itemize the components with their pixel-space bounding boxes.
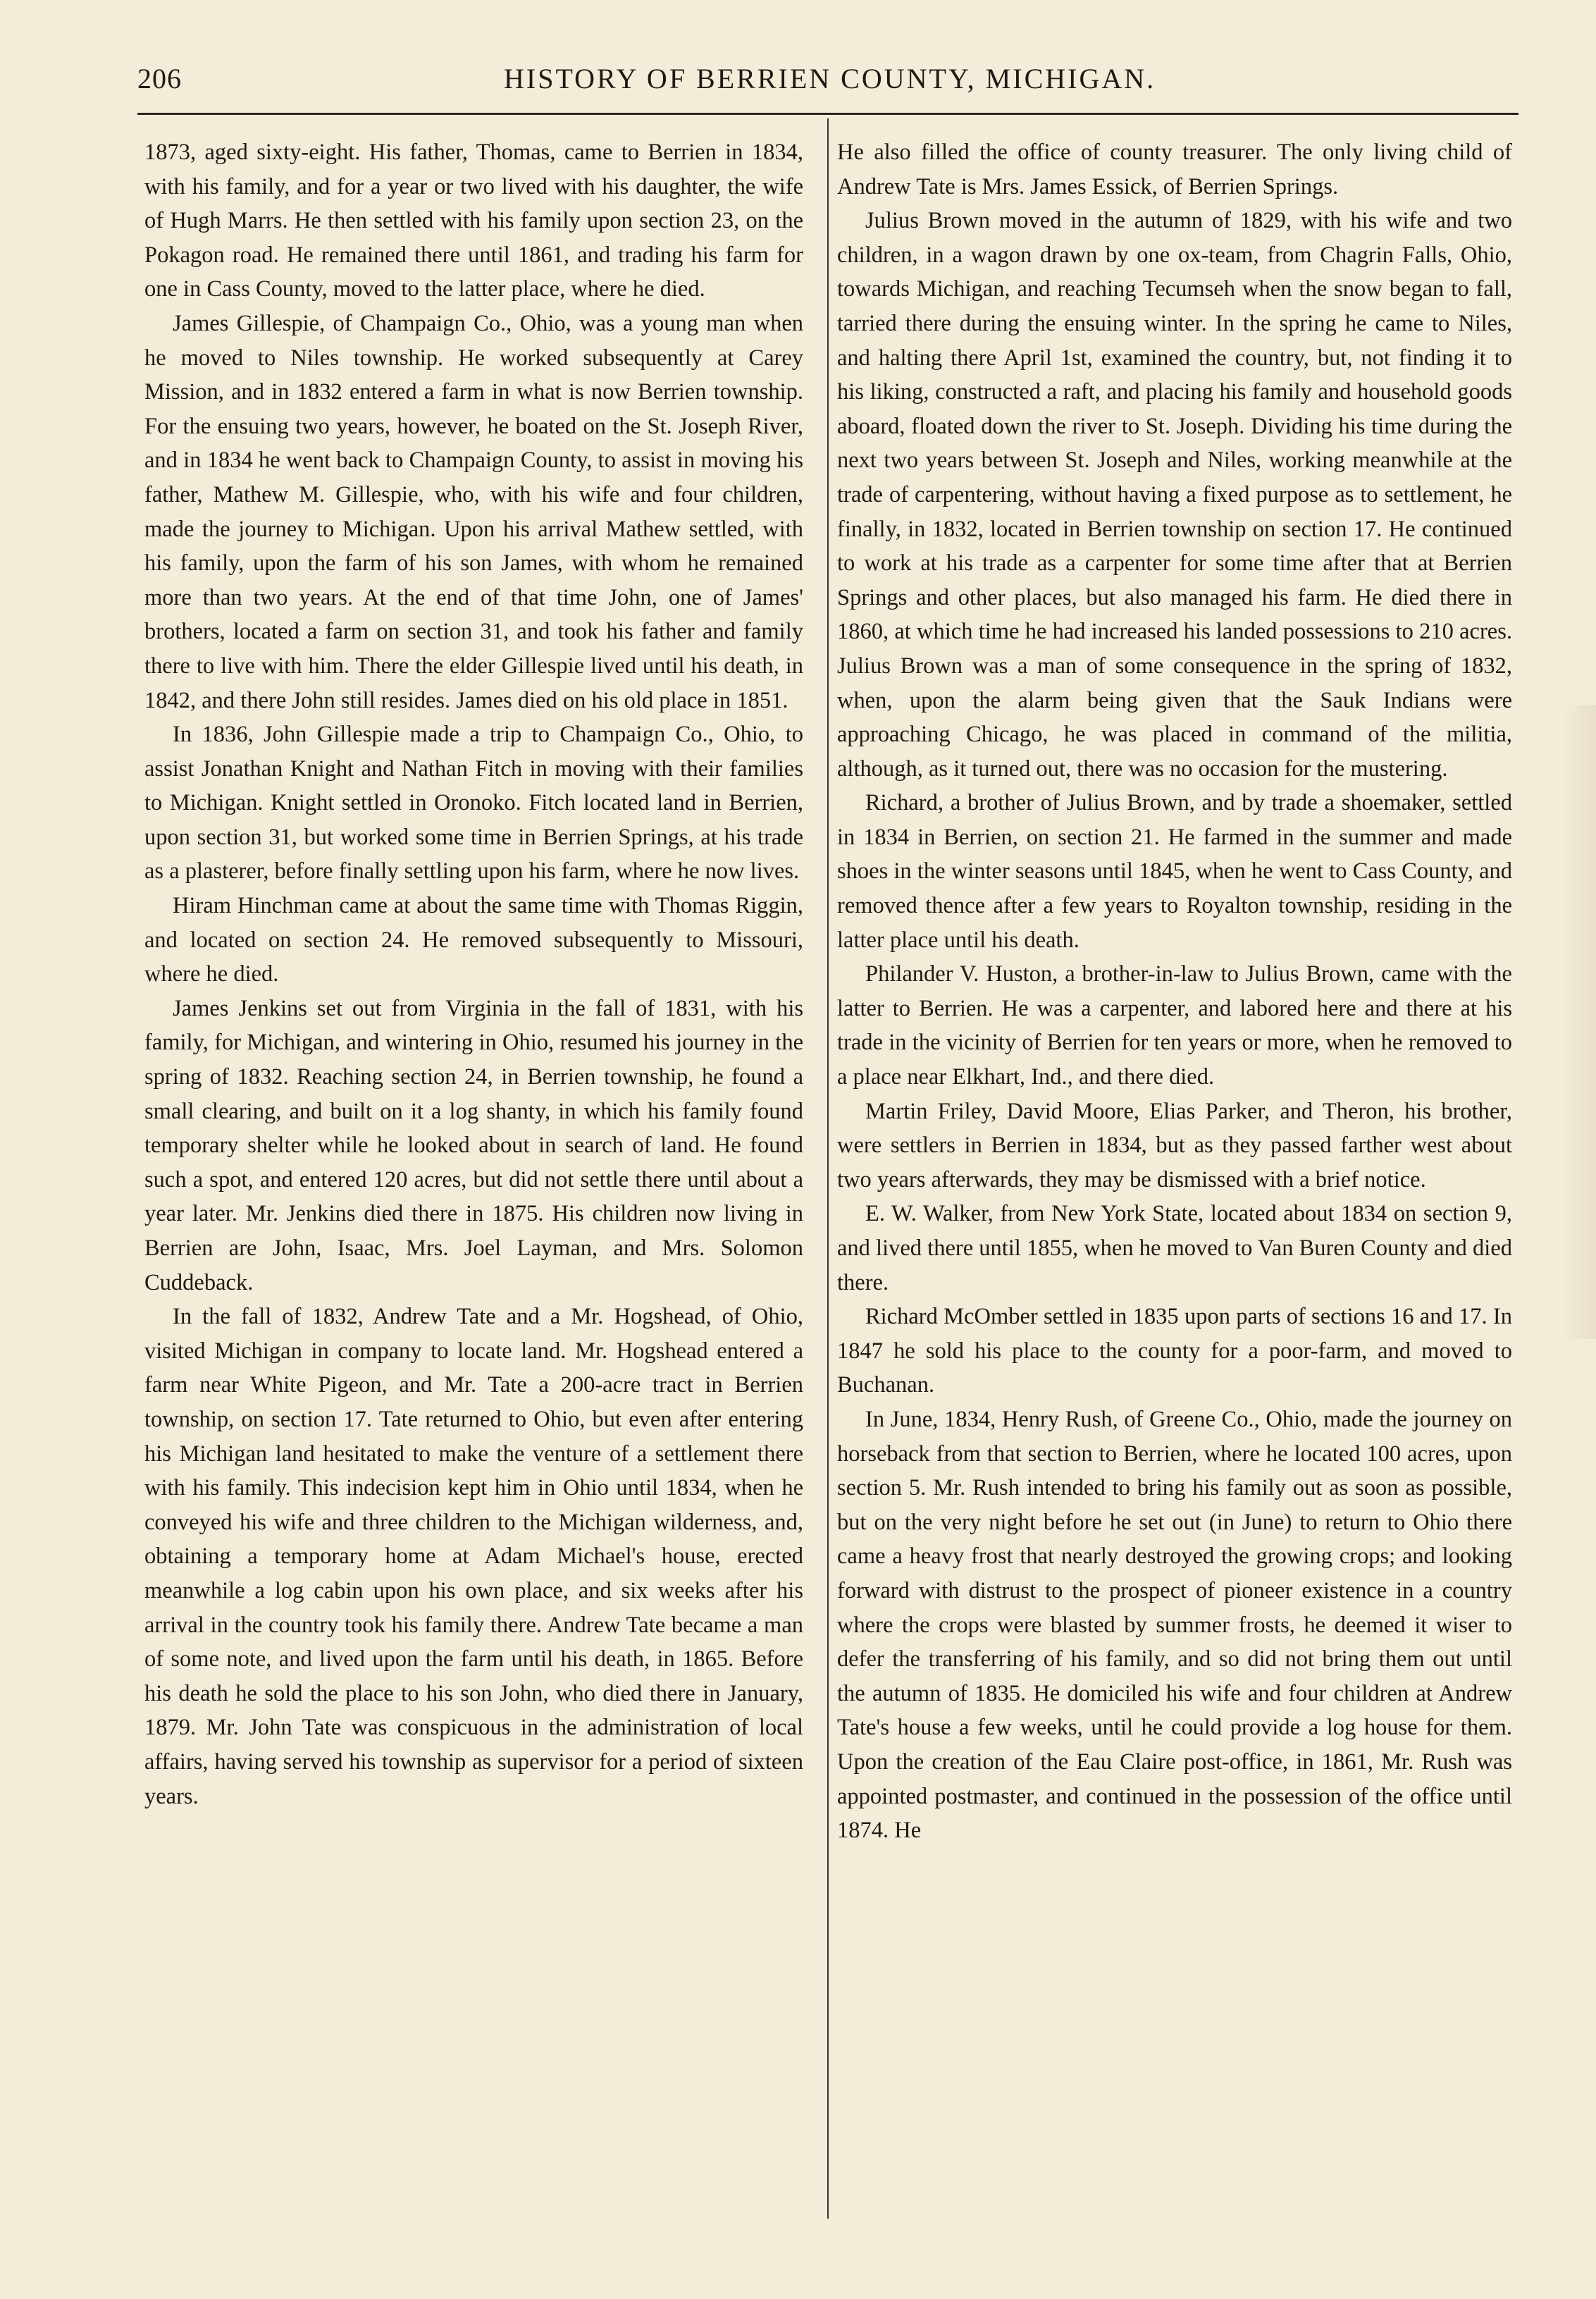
- paragraph: Julius Brown moved in the autumn of 1829, with his wife and two children, in a wagon drawn by one ox-team, from Chagrin Falls, Ohio, towards Michigan, and reaching Tecumseh when the snow began to fall, tarried there during the ensuing winter. In the spring he came to Niles, and halting there April 1st, examined the country, but, not finding it to his liking, constructed a raft, and placing his family and household goods aboard, floated down the river to St. Joseph. Dividing his time during the next two years between St. Joseph and Niles, working meanwhile at the trade of carpentering, without having a fixed purpose as to settlement, he finally, in 1832, located in Berrien township on section 17. He continued to work at his trade as a carpenter for some time after that at Berrien Springs and other places, but also managed his farm. He died there in 1860, at which time he had increased his landed possessions to 210 acres. Julius Brown was a man of some consequence in the spring of 1832, when, upon the alarm being given that the Sauk Indians were approaching Chicago, he was placed in command of the militia, although, as it turned out, there was no occasion for the mustering.: [837, 208, 1512, 782]
- header-rule: [137, 113, 1518, 115]
- page-number: 206: [137, 63, 182, 94]
- page-header: [137, 62, 1518, 104]
- running-title: HISTORY OF BERRIEN COUNTY, MICHIGAN.: [504, 63, 1156, 94]
- paragraph: Richard, a brother of Julius Brown, and by trade a shoemaker, settled in 1834 in Berrien, on section 21. He farmed in the summer and made shoes in the winter seasons until 1845, when he went to Cass County, and removed thence after a few years to Royalton township, residing in the latter place until his death.: [837, 790, 1512, 953]
- paragraph: In the fall of 1832, Andrew Tate and a Mr. Hogshead, of Ohio, visited Michigan in company to locate land. Mr. Hogshead entered a farm near White Pigeon, and Mr. Tate a 200-acre tract in Berrien township, on section 17. Tate returned to Ohio, but even after entering his Michigan land hesitated to make the venture of a settlement there with his family. This indecision kept him in Ohio until 1834, when he conveyed his wife and three children to the Michigan wilderness, and, obtaining a temporary home at Adam Michael's house, erected meanwhile a log cabin upon his own place, and six weeks after his arrival in the country took his family there. Andrew Tate became a man of some note, and lived upon the farm until his death, in 1865. Before his death he sold the place to his son John, who died there in January, 1879. Mr. John Tate was conspicuous in the administration of local affairs, having served his township as supervisor for a period of sixteen years.: [144, 1304, 803, 1809]
- page-edge-shading: [1561, 705, 1596, 1339]
- paragraph: Philander V. Huston, a brother-in-law to Julius Brown, came with the latter to Berrien. He was a carpenter, and labored here and there at his trade in the vicinity of Berrien for ten years or more, when he removed to a place near Elkhart, Ind., and there died.: [837, 961, 1512, 1090]
- paragraph: Hiram Hinchman came at about the same time with Thomas Riggin, and located on section 24. He removed subsequently to Missouri, where he died.: [144, 893, 803, 987]
- paragraph: James Jenkins set out from Virginia in the fall of 1831, with his family, for Michigan, and wintering in Ohio, resumed his journey in the spring of 1832. Reaching section 24, in Berrien township, he found a small clearing, and built on it a log shanty, in which his family found temporary shelter while he looked about in search of land. He found such a spot, and entered 120 acres, but did not settle there until about a year later. Mr. Jenkins died there in 1875. His children now living in Berrien are John, Isaac, Mrs. Joel Layman, and Mrs. Solomon Cuddeback.: [144, 995, 803, 1295]
- paragraph: 1873, aged sixty-eight. His father, Thomas, came to Berrien in 1834, with his family, and for a year or two lived with his daughter, the wife of Hugh Marrs. He then settled with his family upon section 23, on the Pokagon road. He remained there until 1861, and trading his farm for one in Cass County, moved to the latter place, where he died.: [144, 140, 803, 302]
- paragraph: E. W. Walker, from New York State, located about 1834 on section 9, and lived there until 1855, when he moved to Van Buren County and died there.: [837, 1201, 1512, 1295]
- paragraph: He also filled the office of county treasurer. The only living child of Andrew Tate is Mrs. James Essick, of Berrien Springs.: [837, 140, 1512, 199]
- paragraph: James Gillespie, of Champaign Co., Ohio, was a young man when he moved to Niles township. He worked subsequently at Carey Mission, and in 1832 entered a farm in what is now Berrien township. For the ensuing two years, however, he boated on the St. Joseph River, and in 1834 he went back to Champaign County, to assist in moving his father, Mathew M. Gillespie, who, with his wife and four children, made the journey to Michigan. Upon his arrival Mathew settled, with his family, upon the farm of his son James, with whom he remained more than two years. At the end of that time John, one of James' brothers, located a farm on section 31, and took his father and family there to live with him. There the elder Gillespie lived until his death, in 1842, and there John still resides. James died on his old place in 1851.: [144, 310, 803, 713]
- paragraph: Martin Friley, David Moore, Elias Parker, and Theron, his brother, were settlers in Berrien in 1834, but as they passed farther west about two years afterwards, they may be dismissed with a brief notice.: [837, 1098, 1512, 1192]
- right-column: [837, 135, 1512, 1848]
- left-column: [144, 135, 803, 1813]
- paragraph: In 1836, John Gillespie made a trip to Champaign Co., Ohio, to assist Jonathan Knight and Nathan Fitch in moving with their families to Michigan. Knight settled in Oronoko. Fitch located land in Berrien, upon section 31, but worked some time in Berrien Springs, at his trade as a plasterer, before finally settling upon his farm, where he now lives.: [144, 722, 803, 885]
- paragraph: In June, 1834, Henry Rush, of Greene Co., Ohio, made the journey on horseback from that section to Berrien, where he located 100 acres, upon section 5. Mr. Rush intended to bring his family out as soon as possible, but on the very night before he set out (in June) to return to Ohio there came a heavy frost that nearly destroyed the growing crops; and looking forward with distrust to the prospect of pioneer existence in a country where the crops were blasted by summer frosts, he deemed it wiser to defer the transferring of his family, and so did not bring them out until the autumn of 1835. He domiciled his wife and four children at Andrew Tate's house a few weeks, until he could provide a log house for them. Upon the creation of the Eau Claire post-office, in 1861, Mr. Rush was appointed postmaster, and continued in the possession of the office until 1874. He: [837, 1406, 1512, 1844]
- column-divider: [827, 118, 829, 2219]
- paragraph: Richard McOmber settled in 1835 upon parts of sections 16 and 17. In 1847 he sold his place to the county for a poor-farm, and moved to Buchanan.: [837, 1304, 1512, 1398]
